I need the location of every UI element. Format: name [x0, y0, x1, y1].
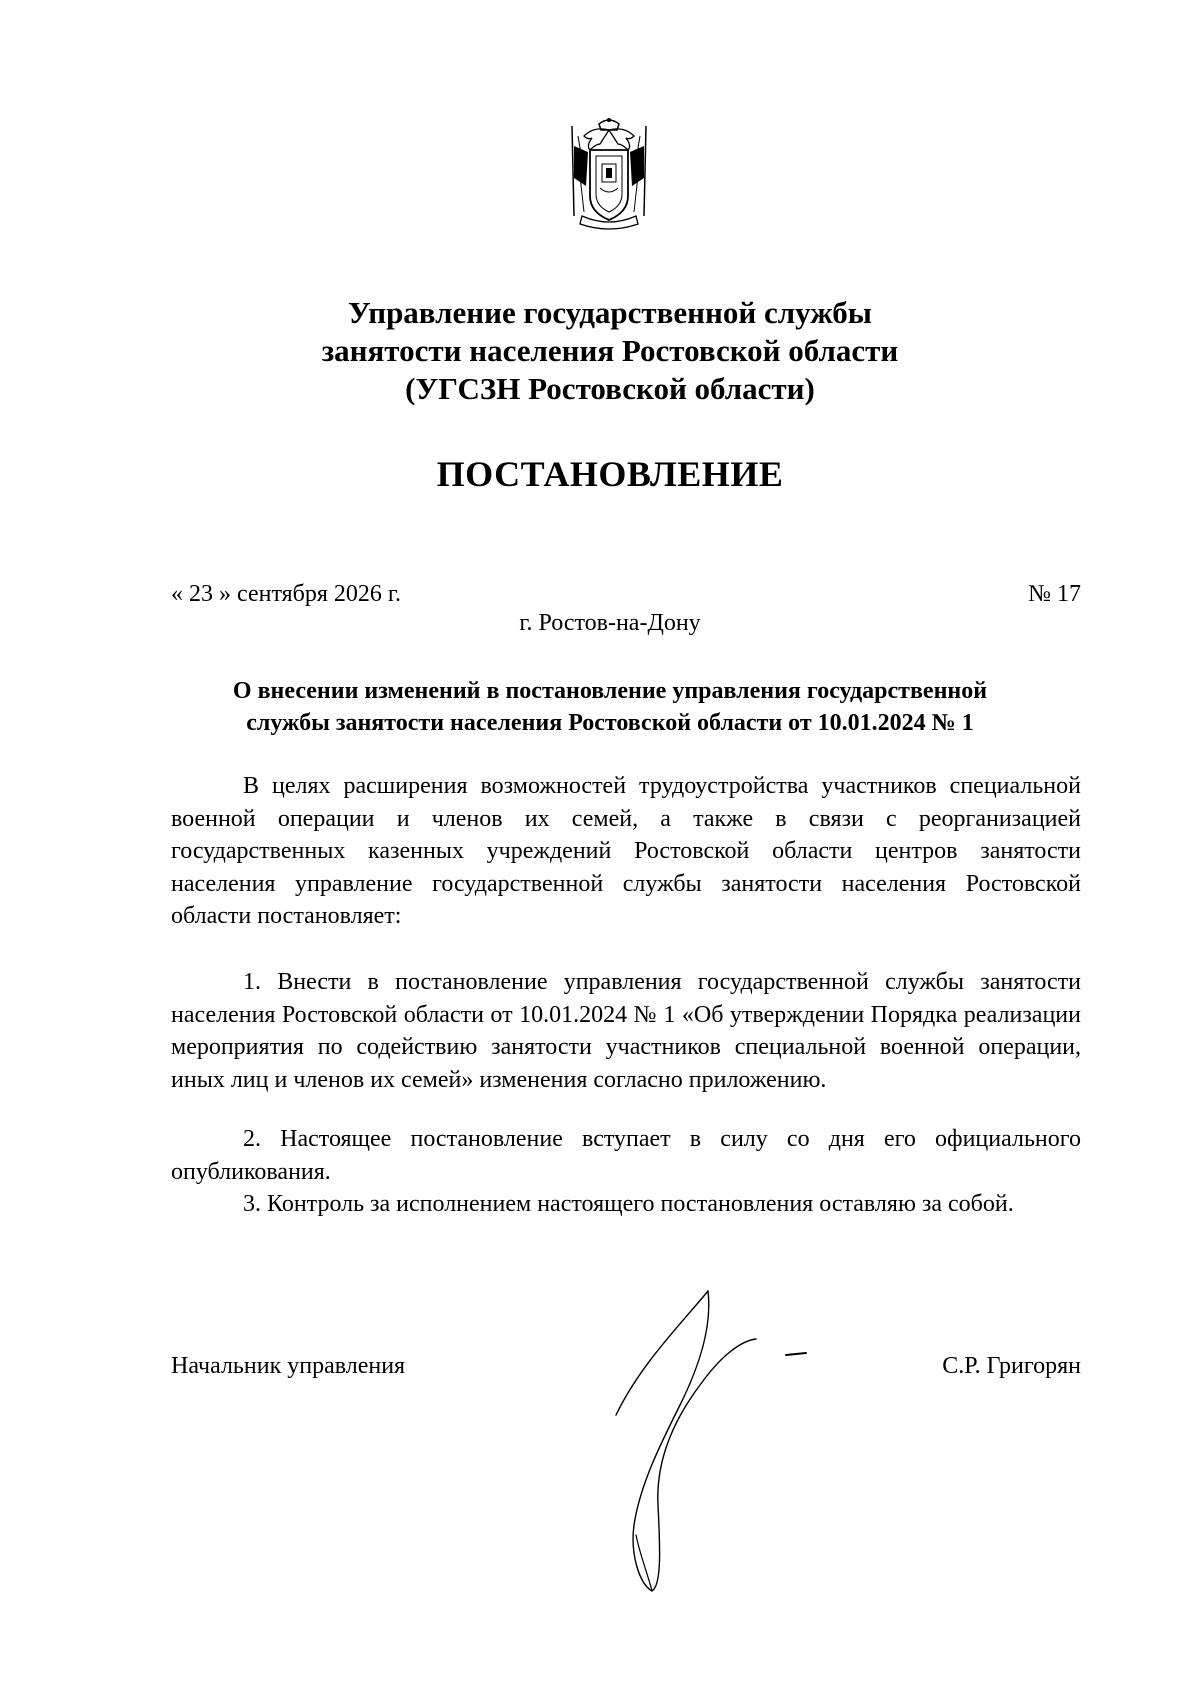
org-title-line-2: занятости населения Ростовской области — [321, 333, 899, 368]
organization-title — [160, 294, 1060, 408]
subject-line-1: О внесении изменений в постановление управления государственной — [232, 678, 988, 704]
handwritten-signature-icon — [600, 1285, 840, 1595]
signatory-name: С.Р. Григорян — [942, 1353, 1081, 1379]
document-number: № 17 — [1028, 581, 1081, 607]
item-1-text: 1. Внести в постановление управления государственной службы занятости населения Ростовской области от 10.01.2024 № 1 «Об утверждении Порядка реализации мероприятия по содействию занятости участников специальной военной операции, иных лиц и членов их семей» изменения согласно приложению. — [171, 969, 1081, 1093]
item-1-paragraph — [171, 966, 1081, 1096]
document-type: ПОСТАНОВЛЕНИЕ — [436, 454, 784, 494]
document-city: г. Ростов-на-Дону — [519, 610, 701, 636]
org-title-line-3: (УГСЗН Ростовской области) — [405, 371, 815, 406]
subject-line-2: службы занятости населения Ростовской области от 10.01.2024 № 1 — [246, 710, 974, 736]
signatory-position: Начальник управления — [171, 1353, 406, 1379]
item-2-paragraph — [171, 1123, 1081, 1188]
document-subject — [160, 675, 1060, 739]
document-date: « 23 » сентября 2026 г. — [171, 581, 402, 607]
item-2-text: 2. Настоящее постановление вступает в силу со дня его официального опубликования. — [171, 1126, 1081, 1185]
intro-text: В целях расширения возможностей трудоустройства участников специальной военной операции и членов их семей, а также в связи с реорганизацией государственных казенных учреждений Ростовской области центров занятости населения управление государственной службы занятости населения Ростовской области постановляет: — [171, 773, 1081, 929]
intro-paragraph — [171, 770, 1081, 933]
item-3-text: 3. Контроль за исполнением настоящего постановления оставляю за собой. — [243, 1191, 1014, 1217]
coat-of-arms-icon — [566, 116, 652, 232]
org-title-line-1: Управление государственной службы — [348, 295, 872, 330]
item-3-paragraph — [171, 1188, 1081, 1221]
